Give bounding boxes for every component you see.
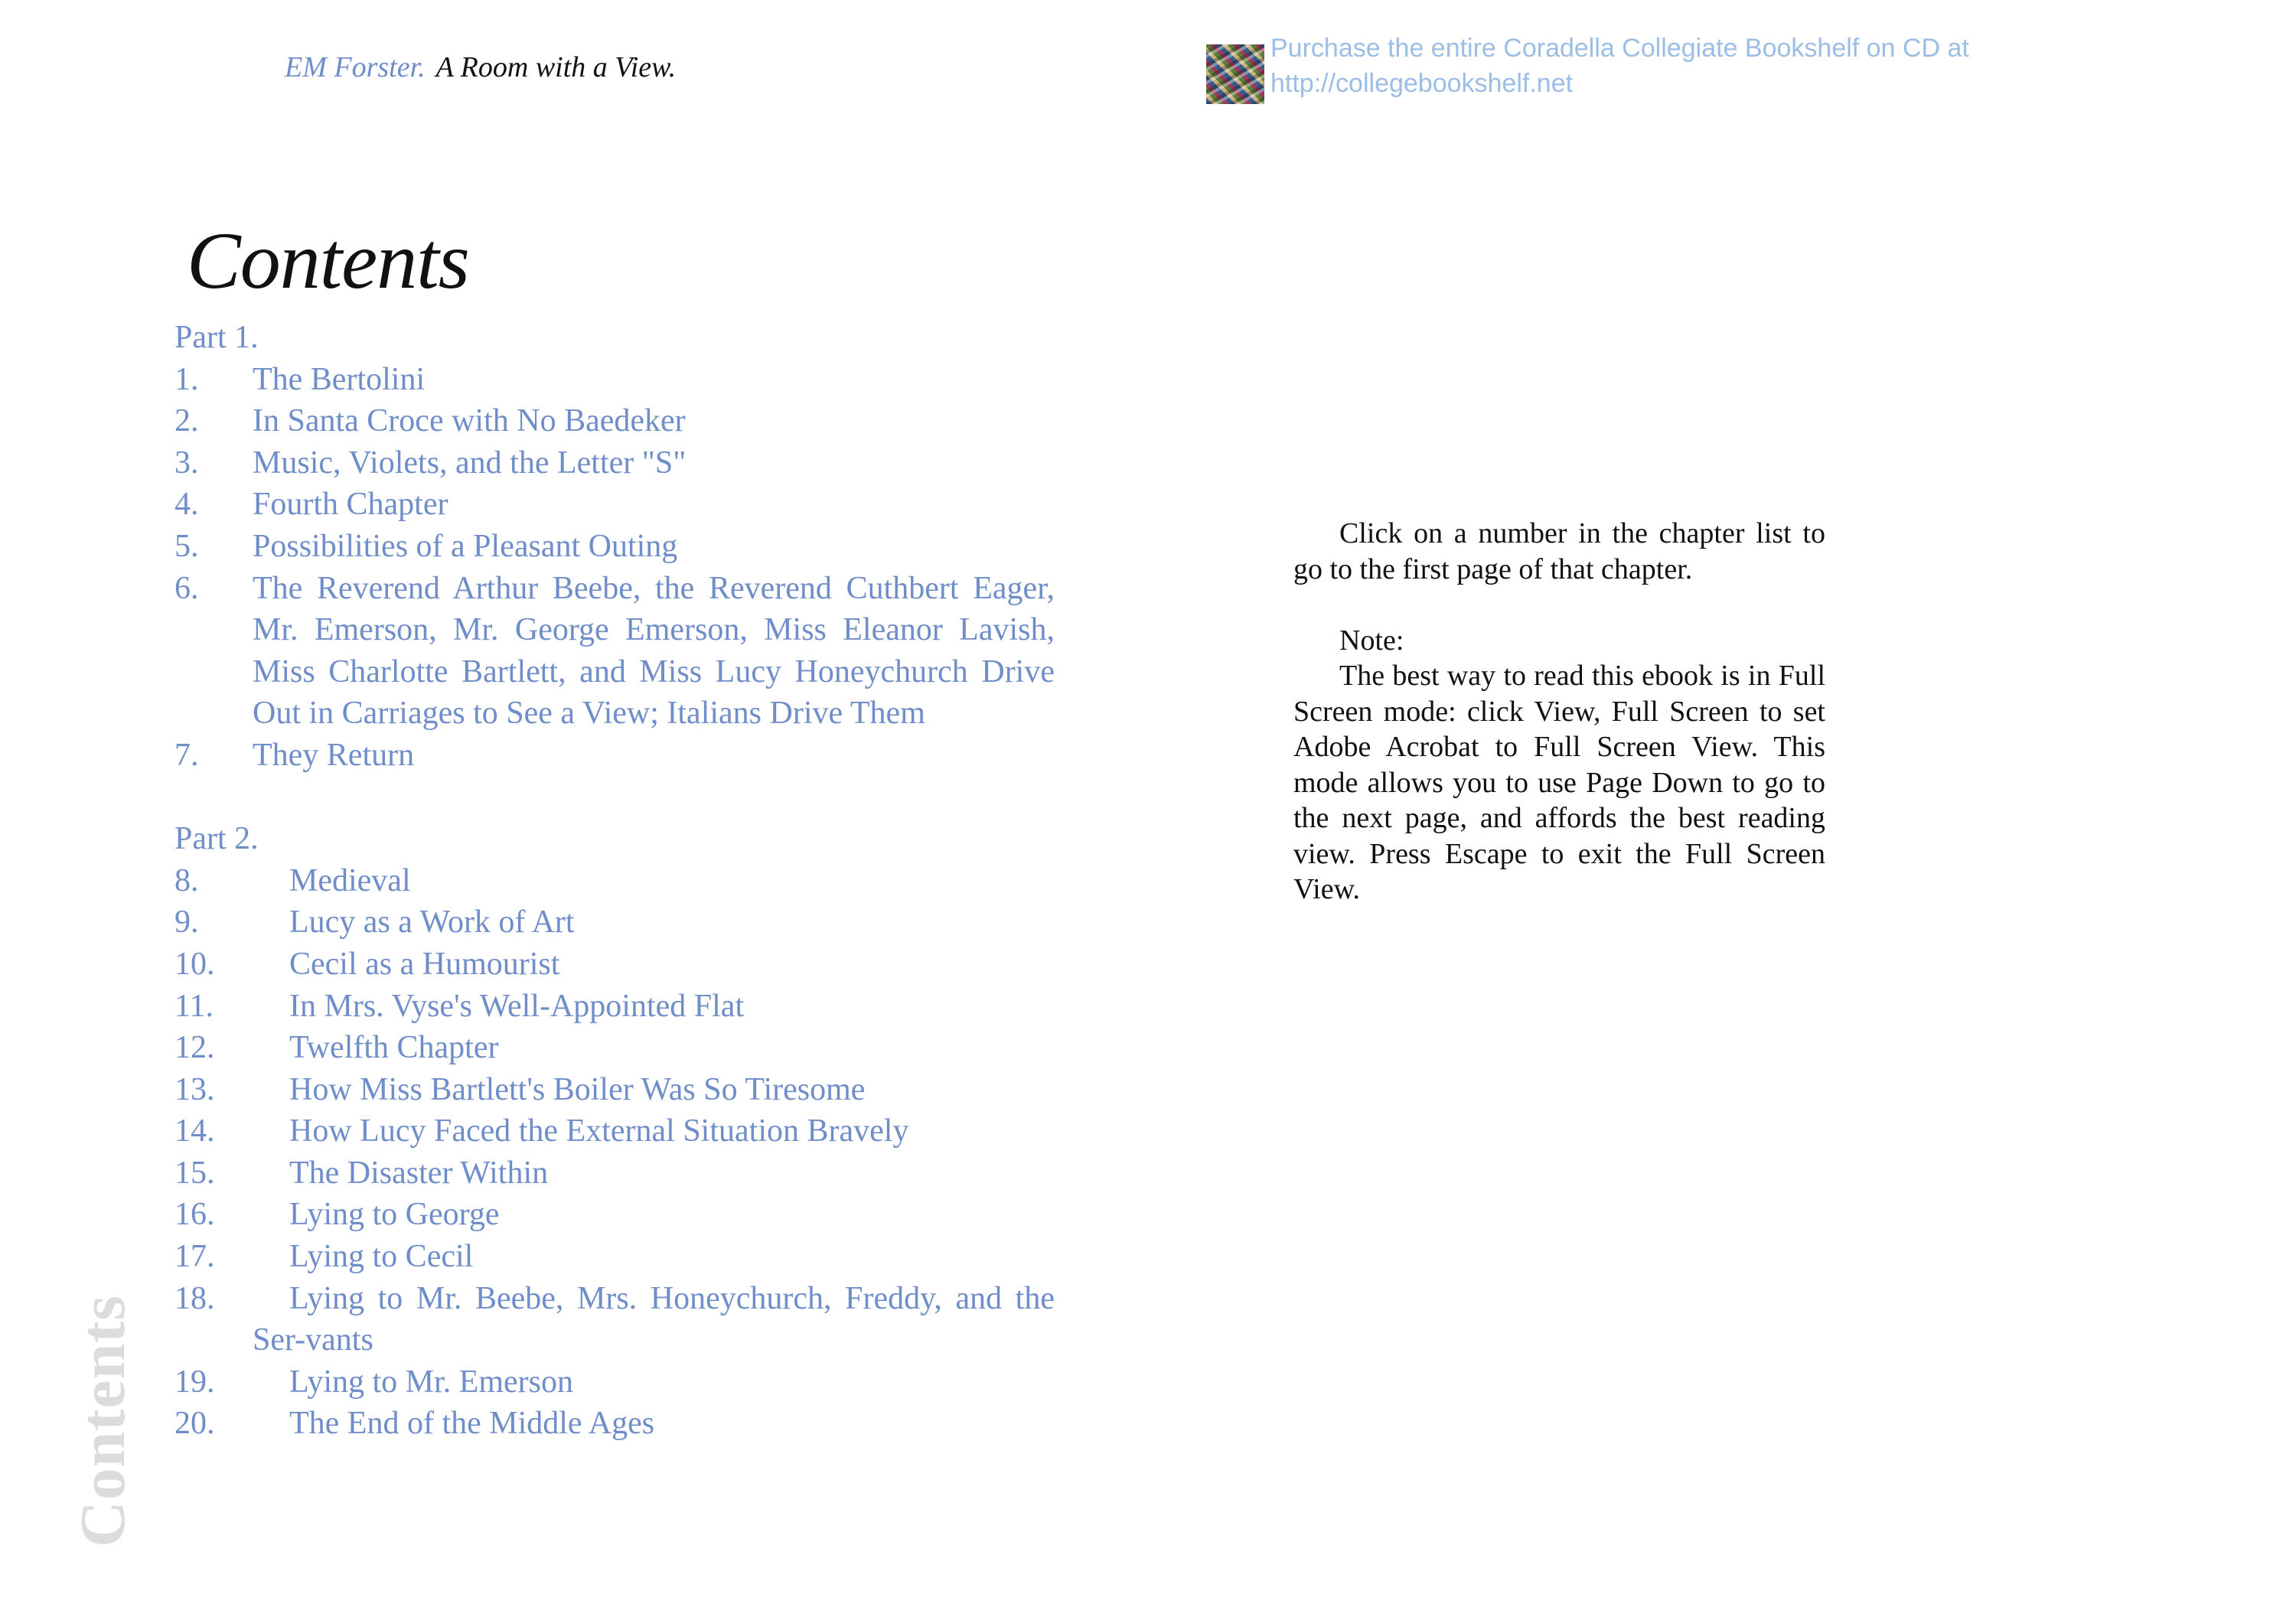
chapter-number-link[interactable]: 5.	[174, 528, 199, 564]
chapter-number-link[interactable]: 18.	[174, 1280, 215, 1316]
chapter-entry[interactable]	[174, 1110, 1055, 1152]
chapter-title-link[interactable]: Possibilities of a Pleasant Outing	[253, 528, 678, 564]
chapter-entry[interactable]	[174, 400, 1055, 442]
chapter-title-link[interactable]: The End of the Middle Ages	[289, 1406, 655, 1442]
chapter-title-link[interactable]: Lying to Mr. Beebe, Mrs. Honeychurch, Freddy, and the Ser-vants	[253, 1280, 1055, 1358]
chapter-number-link[interactable]: 6.	[174, 570, 199, 606]
chapter-entry[interactable]	[174, 1069, 1055, 1111]
reading-instructions	[1293, 516, 1825, 908]
chapter-entry[interactable]	[174, 526, 1055, 568]
chapter-title-link[interactable]: Lucy as a Work of Art	[289, 905, 575, 940]
chapter-number-link[interactable]: 19.	[174, 1364, 215, 1400]
chapter-title-link[interactable]: Lying to Cecil	[289, 1239, 474, 1275]
chapter-entry[interactable]	[174, 1403, 1055, 1445]
chapter-number-link[interactable]: 9.	[174, 905, 199, 940]
header-book-title: A Room with a View.	[435, 51, 677, 83]
page-title: Contents	[187, 216, 469, 305]
part-1-heading[interactable]: Part 1.	[174, 320, 259, 355]
part-2-heading[interactable]: Part 2.	[174, 821, 259, 857]
chapter-number-link[interactable]: 12.	[174, 1030, 215, 1066]
chapter-number-link[interactable]: 16.	[174, 1197, 215, 1233]
promo-url[interactable]: http://collegebookshelf.net	[1270, 69, 1574, 98]
chapter-number-link[interactable]: 3.	[174, 445, 199, 481]
part-2-chapter-list	[174, 860, 1055, 1445]
chapter-entry[interactable]	[174, 944, 1055, 986]
chapter-title-link[interactable]: Cecil as a Humourist	[289, 946, 560, 982]
chapter-number-link[interactable]: 14.	[174, 1113, 215, 1149]
chapter-title-link[interactable]: The Bertolini	[253, 361, 426, 397]
chapter-entry[interactable]	[174, 986, 1055, 1028]
chapter-entry[interactable]	[174, 442, 1055, 484]
note-label: Note:	[1339, 624, 1404, 657]
chapter-title-link[interactable]: Fourth Chapter	[253, 487, 448, 523]
header-author: EM Forster.	[285, 51, 426, 83]
side-section-label: Contents	[67, 1294, 139, 1547]
running-header	[285, 51, 676, 84]
instructions-paragraph-2: The best way to read this ebook is in Full Screen mode: click View, Full Screen to set Adobe Acrobat to Full Screen View. This mode allows you to use Page Down to go to the next page, and affords the best reading view. Press Escape to exit the Full Screen View.	[1293, 660, 1825, 905]
chapter-number-link[interactable]: 13.	[174, 1071, 215, 1107]
promo-banner[interactable]	[1206, 31, 1969, 104]
chapter-title-link[interactable]: In Santa Croce with No Baedeker	[253, 403, 686, 439]
chapter-number-link[interactable]: 2.	[174, 403, 199, 439]
chapter-entry[interactable]	[174, 1152, 1055, 1195]
part-1-chapter-list	[174, 359, 1055, 777]
chapter-title-link[interactable]: Medieval	[289, 862, 411, 898]
chapter-number-link[interactable]: 17.	[174, 1239, 215, 1275]
chapter-title-link[interactable]: Lying to Mr. Emerson	[289, 1364, 573, 1400]
chapter-title-link[interactable]: Music, Violets, and the Letter "S"	[253, 445, 687, 481]
chapter-number-link[interactable]: 15.	[174, 1155, 215, 1191]
chapter-title-link[interactable]: The Reverend Arthur Beebe, the Reverend Cuthbert Eager, Mr. Emerson, Mr. George Emerson, Miss Eleanor Lavish, Miss Charlotte Bartlett, and Miss Lucy Honeychurch Drive Out in Carriages to See a View; Italians Drive Them	[253, 570, 1055, 732]
part-gap	[174, 777, 1055, 819]
chapter-title-link[interactable]: Twelfth Chapter	[289, 1030, 499, 1066]
chapter-entry[interactable]	[174, 735, 1055, 777]
table-of-contents	[174, 317, 1055, 1445]
cd-cover-icon[interactable]	[1206, 44, 1264, 104]
chapter-entry[interactable]	[174, 901, 1055, 944]
instructions-paragraph-1: Click on a number in the chapter list to go to the first page of that chapter.	[1293, 517, 1825, 585]
chapter-title-link[interactable]: They Return	[253, 737, 415, 773]
chapter-title-link[interactable]: Lying to George	[289, 1197, 500, 1233]
chapter-number-link[interactable]: 20.	[174, 1406, 215, 1442]
promo-link[interactable]	[1270, 31, 1969, 101]
chapter-entry[interactable]	[174, 1361, 1055, 1403]
chapter-number-link[interactable]: 7.	[174, 737, 199, 773]
chapter-entry[interactable]	[174, 484, 1055, 526]
chapter-entry[interactable]	[174, 1278, 1055, 1361]
chapter-entry[interactable]	[174, 359, 1055, 401]
chapter-number-link[interactable]: 1.	[174, 361, 199, 397]
chapter-title-link[interactable]: In Mrs. Vyse's Well-Appointed Flat	[289, 988, 745, 1024]
instructions-spacer	[1293, 587, 1825, 623]
chapter-title-link[interactable]: The Disaster Within	[289, 1155, 549, 1191]
chapter-title-link[interactable]: How Miss Bartlett's Boiler Was So Tiresome	[289, 1071, 866, 1107]
chapter-number-link[interactable]: 4.	[174, 487, 199, 523]
chapter-entry[interactable]	[174, 1194, 1055, 1236]
promo-line-1[interactable]: Purchase the entire Coradella Collegiate Bookshelf on CD at	[1270, 34, 1969, 63]
chapter-entry[interactable]	[174, 568, 1055, 735]
chapter-entry[interactable]	[174, 1236, 1055, 1278]
chapter-entry[interactable]	[174, 860, 1055, 902]
chapter-number-link[interactable]: 10.	[174, 946, 215, 982]
chapter-entry[interactable]	[174, 1027, 1055, 1069]
chapter-number-link[interactable]: 11.	[174, 988, 214, 1024]
chapter-title-link[interactable]: How Lucy Faced the External Situation Bravely	[289, 1113, 909, 1149]
chapter-number-link[interactable]: 8.	[174, 862, 199, 898]
